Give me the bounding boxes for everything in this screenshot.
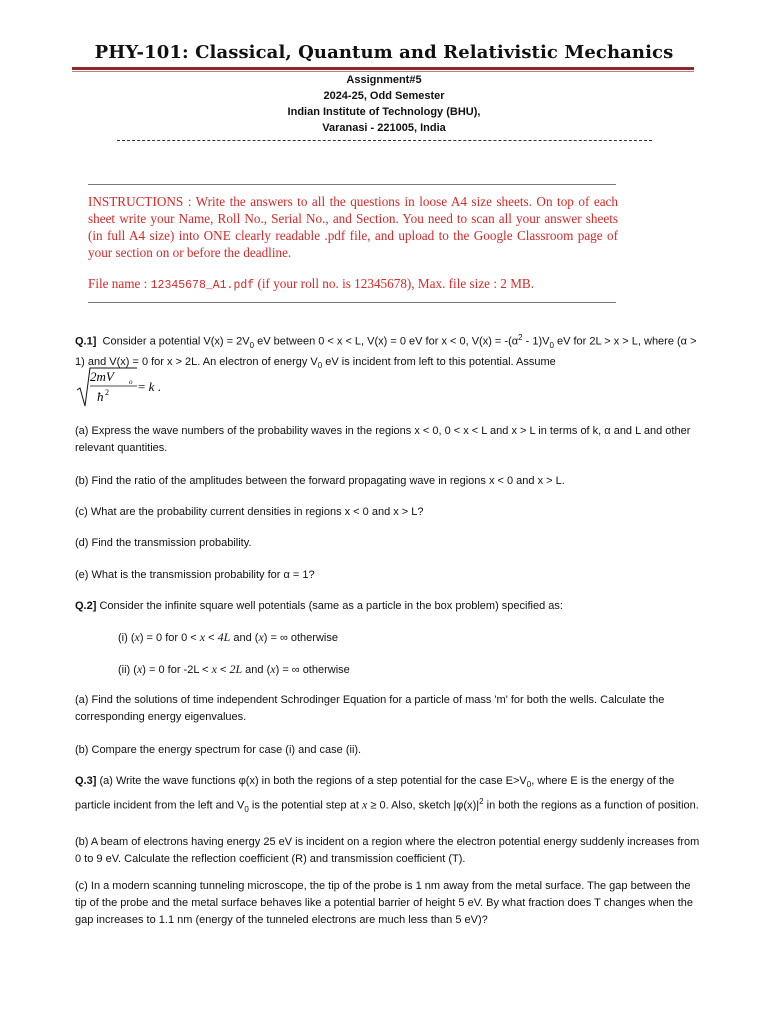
- q3-part-a: Q.3] (a) Write the wave functions φ(x) in both the regions of a step potential for the case $E>V_0$, where E is the energy of the particle incident from the left and $V_0$ is the potential step at x ≥ 0. Also, sketch $|\varphi(x)|^2$ in both the regions as a function of position.: [75, 775, 699, 815]
- q3-part-c: (c) In a modern scanning tunneling microscope, the tip of the probe is 1 nm away from the metal surface. The gap between the tip of the probe and the metal surface behaves like a potential barrier of height 5 eV. By what fraction does T changes when the gap increases to 1.1 nm (energy of the tunneled electrons are much less than 5 eV)?: [75, 880, 694, 926]
- q1-part-d: (d) Find the transmission probability.: [75, 537, 252, 549]
- assignment-number: Assignment#5: [346, 74, 422, 86]
- semester: 2024-25, Odd Semester: [323, 90, 445, 102]
- svg-text:2mV: 2mV: [90, 369, 114, 384]
- file-name-line: File name : 12345678_A1.pdf (if your roll no. is 12345678), Max. file size : 2 MB.: [88, 276, 535, 292]
- q2-case-i: (i) (x) = 0 for 0 < x < 4L and (x) = ∞ otherwise: [118, 630, 338, 644]
- location: Varanasi - 221005, India: [322, 122, 446, 134]
- q1-part-a: (a) Express the wave numbers of the probability waves in the regions x < 0, 0 < x < L and x > L in terms of k, α and L and other relevant quantities.: [75, 425, 691, 454]
- file-name-example: 12345678_A1.pdf: [150, 279, 255, 292]
- q2-part-b: (b) Compare the energy spectrum for case (i) and case (ii).: [75, 744, 362, 756]
- instructions-text: INSTRUCTIONS : Write the answers to all the questions in loose A4 size sheets. On top of each sheet write your Name, Roll No., Serial No., and Section. You need to scan all your answer sheets (in full A4 size) into ONE clearly readable .pdf file, and upload to the Google Classroom page of your section on or before the deadline.: [88, 194, 618, 260]
- q3-part-b: (b) A beam of electrons having energy 25 eV is incident on a region where the electron potential energy suddenly increases from 0 to 9 eV. Calculate the reflection coefficient (R) and transmission coefficient (T).: [75, 836, 700, 865]
- k-definition-equation: [75, 364, 185, 408]
- svg-text:2: 2: [105, 388, 109, 397]
- q1-part-b: (b) Find the ratio of the amplitudes between the forward propagating wave in regions x < 0 and x > L.: [75, 475, 565, 487]
- q2-case-ii: (ii) (x) = 0 for -2L < x < 2L and (x) = ∞ otherwise: [118, 662, 350, 676]
- q2-statement: Q.2] Consider the infinite square well potentials (same as a particle in the box problem) specified as:: [75, 600, 563, 612]
- instructions-bottom-rule: [88, 302, 616, 303]
- institute: Indian Institute of Technology (BHU),: [287, 106, 481, 118]
- svg-text:o: o: [129, 378, 133, 386]
- q1-statement: Q.1] Consider a potential $V(x) = 2V_0$ eV between 0 < x < L, V(x) = 0 eV for x < 0, $V(x) = -(\alpha^2 - 1)V_0$ eV for 2L > x > L, where (α > 1) and V(x) = 0 for x > 2L. An electron of energy $V_0$ eV is incident from left to this potential. Assume: [75, 333, 697, 371]
- q1-part-c: (c) What are the probability current densities in regions x < 0 and x > L?: [75, 506, 424, 518]
- title-rule: [72, 67, 694, 70]
- header-divider: [117, 140, 652, 141]
- page-title: PHY-101: Classical, Quantum and Relativistic Mechanics: [94, 42, 674, 63]
- svg-text:= k .: = k .: [138, 379, 161, 394]
- q2-part-a: (a) Find the solutions of time independent Schrodinger Equation for a particle of mass 'm' for both the wells. Calculate the corresponding energy eigenvalues.: [75, 694, 665, 723]
- instructions-top-rule: [88, 184, 616, 185]
- q1-part-e: (e) What is the transmission probability for α = 1?: [75, 569, 315, 581]
- svg-text:ħ: ħ: [97, 389, 104, 404]
